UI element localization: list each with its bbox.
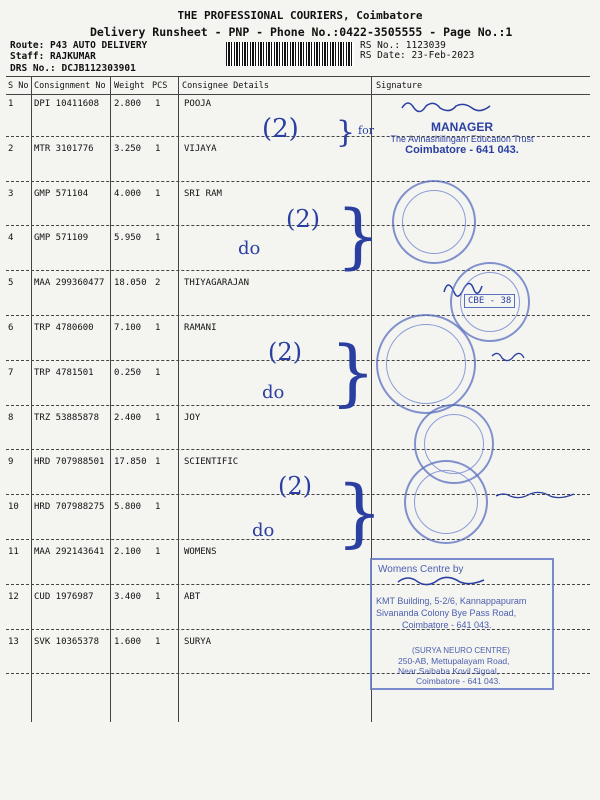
cell-weight: 5.800 bbox=[114, 502, 142, 513]
cell-consignee: SRI RAM bbox=[184, 188, 222, 199]
cell-weight: 18.050 bbox=[114, 278, 147, 289]
staff-label: Staff: RAJKUMAR bbox=[10, 51, 96, 62]
cell-sno: 4 bbox=[8, 233, 14, 244]
cell-pcs: 1 bbox=[155, 457, 161, 468]
cell-weight: 2.400 bbox=[114, 412, 142, 423]
cell-pcs: 1 bbox=[155, 323, 161, 333]
cell-consignment: MAA 299360477 bbox=[34, 278, 105, 289]
cell-consignment: HRD 707988501 bbox=[34, 457, 105, 468]
handwritten-for: for bbox=[358, 124, 374, 137]
cell-consignment: GMP 571104 bbox=[34, 188, 89, 199]
cell-consignment: GMP 571109 bbox=[34, 233, 89, 244]
cell-pcs: 1 bbox=[155, 591, 161, 602]
cell-sno: 8 bbox=[8, 412, 14, 423]
womens-centre-stamp bbox=[370, 558, 554, 690]
cell-consignment: MAA 292143641 bbox=[34, 547, 105, 557]
cell-sno: 6 bbox=[8, 323, 14, 333]
company-title: THE PROFESSIONAL COURIERS, Coimbatore bbox=[177, 9, 423, 22]
handwritten-ditto: do bbox=[252, 520, 275, 541]
cell-consignee: JOY bbox=[184, 412, 201, 423]
rs-date: RS Date: 23-Feb-2023 bbox=[360, 50, 475, 61]
cell-pcs: 2 bbox=[155, 278, 161, 289]
signature-manager bbox=[402, 103, 490, 112]
handwritten-brace: } bbox=[336, 195, 381, 277]
cell-pcs: 1 bbox=[155, 143, 161, 154]
cell-consignee: VIJAYA bbox=[184, 143, 217, 154]
stamp-cbe-label: CBE - 38 bbox=[464, 294, 515, 308]
stamp-line: 250-AB, Mettupalayam Road, bbox=[398, 656, 510, 666]
manager-org: The Avinashilingam Education Trust bbox=[390, 134, 534, 144]
cell-pcs: 1 bbox=[155, 636, 161, 647]
cell-weight: 3.400 bbox=[114, 591, 142, 602]
handwritten-brace: } bbox=[330, 330, 376, 414]
round-stamp-ramani-motors bbox=[376, 314, 476, 414]
round-stamp-shriram bbox=[392, 180, 476, 264]
col-header-consignment: Consignment No bbox=[34, 81, 106, 91]
manager-stamp bbox=[382, 120, 542, 156]
cell-weight: 1.600 bbox=[114, 636, 142, 647]
cell-pcs: 1 bbox=[155, 547, 161, 557]
cell-consignee: POOJA bbox=[184, 99, 212, 109]
handwritten-brace: } bbox=[336, 115, 356, 150]
stamp-line: (SURYA NEURO CENTRE) bbox=[412, 646, 510, 655]
cell-sno: 1 bbox=[8, 99, 14, 109]
handwritten-brace: } bbox=[336, 470, 384, 556]
handwritten-count: (2) bbox=[278, 472, 312, 500]
handwritten-ditto: do bbox=[238, 238, 261, 259]
cell-pcs: 1 bbox=[155, 412, 161, 423]
cell-weight: 4.000 bbox=[114, 188, 142, 199]
cell-sno: 10 bbox=[8, 502, 19, 513]
cell-weight: 7.100 bbox=[114, 323, 142, 333]
cell-consignment: HRD 707988275 bbox=[34, 502, 105, 513]
cell-consignment: CUD 1976987 bbox=[34, 591, 94, 602]
cell-consignment: SVK 10365378 bbox=[34, 636, 100, 647]
cell-weight: 3.250 bbox=[114, 143, 142, 154]
cell-sno: 13 bbox=[8, 636, 19, 647]
col-header-consignee: Consignee Details bbox=[182, 81, 269, 91]
cell-sno: 3 bbox=[8, 188, 14, 199]
cell-consignee: RAMANI bbox=[184, 323, 217, 333]
cell-consignee: WOMENS bbox=[184, 547, 217, 557]
signature-row6 bbox=[492, 353, 524, 360]
cell-consignment: TRZ 53885878 bbox=[34, 412, 100, 423]
manager-city: Coimbatore - 641 043. bbox=[405, 144, 519, 156]
cell-weight: 5.950 bbox=[114, 233, 142, 244]
cell-sno: 2 bbox=[8, 143, 14, 154]
handwritten-count: (2) bbox=[268, 338, 302, 366]
stamp-line: Sivananda Colony Bye Pass Road, bbox=[376, 608, 517, 618]
cell-weight: 17.850 bbox=[114, 457, 147, 468]
cell-pcs: 1 bbox=[155, 502, 161, 513]
col-header-weight: Weight bbox=[114, 81, 145, 91]
cell-pcs: 1 bbox=[155, 367, 161, 378]
handwritten-count: (2) bbox=[262, 114, 299, 144]
cell-consignment: TRP 4781501 bbox=[34, 367, 94, 378]
cell-consignee: ABT bbox=[184, 591, 201, 602]
runsheet-subtitle: Delivery Runsheet - PNP - Phone No.:0422-3505555 - Page No.:1 bbox=[90, 25, 513, 39]
cell-sno: 7 bbox=[8, 367, 14, 378]
stamp-line: Near Saibaba Kovil Signal, bbox=[398, 666, 500, 676]
cell-consignment: TRP 4780600 bbox=[34, 323, 94, 333]
col-header-signature: Signature bbox=[376, 81, 423, 91]
cell-consignment: DPI 10411608 bbox=[34, 99, 100, 109]
stamp-line: Coimbatore - 641 043. bbox=[416, 676, 501, 686]
col-header-pcs: PCS bbox=[152, 81, 168, 91]
cell-consignee: SURYA bbox=[184, 636, 212, 647]
signature-row9 bbox=[496, 492, 574, 497]
cell-weight: 2.800 bbox=[114, 99, 142, 109]
cell-sno: 9 bbox=[8, 457, 14, 468]
cell-pcs: 1 bbox=[155, 99, 161, 109]
stamp-line: KMT Building, 5-2/6, Kannappapuram bbox=[376, 596, 527, 606]
drs-number: DRS No.: DCJB112303901 bbox=[10, 63, 136, 74]
cell-sno: 12 bbox=[8, 591, 19, 602]
cell-weight: 2.100 bbox=[114, 547, 142, 557]
stamp-line: Womens Centre by bbox=[378, 564, 464, 575]
round-stamp-scientific bbox=[404, 460, 488, 544]
cell-sno: 5 bbox=[8, 278, 14, 289]
cell-pcs: 1 bbox=[155, 233, 161, 244]
cell-consignee: SCIENTIFIC bbox=[184, 457, 239, 468]
stamp-line: Coimbatore - 641 043. bbox=[402, 620, 492, 630]
cell-consignee: THIYAGARAJAN bbox=[184, 278, 250, 289]
cell-sno: 11 bbox=[8, 547, 19, 557]
cell-pcs: 1 bbox=[155, 188, 161, 199]
route-label: Route: P43 AUTO DELIVERY bbox=[10, 40, 148, 51]
cell-consignment: MTR 3101776 bbox=[34, 143, 94, 154]
manager-title: MANAGER bbox=[431, 120, 493, 134]
handwritten-count: (2) bbox=[286, 205, 320, 233]
col-header-sno: S No bbox=[8, 81, 29, 91]
rs-number: RS No.: 1123039 bbox=[360, 40, 446, 51]
cell-weight: 0.250 bbox=[114, 367, 142, 378]
handwritten-ditto: do bbox=[262, 382, 285, 403]
